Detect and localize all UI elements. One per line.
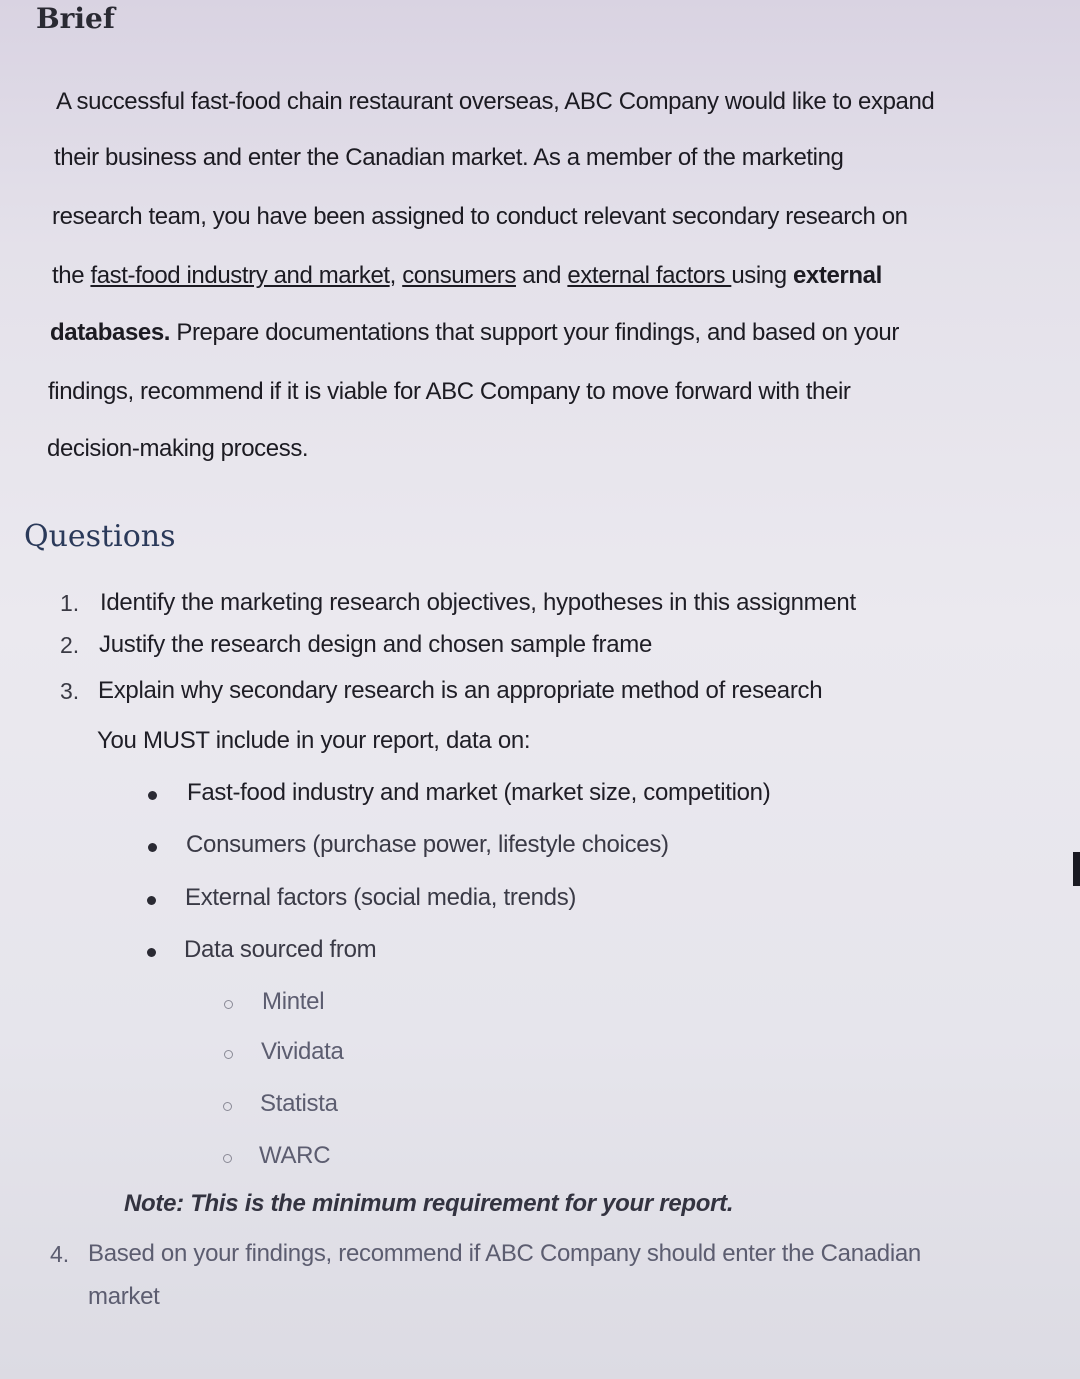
brief-line-2: their business and enter the Canadian market. As a member of the marketing bbox=[54, 144, 844, 171]
brief-line-4-text-b: , bbox=[389, 262, 403, 289]
brief-line-4-text-a: the bbox=[52, 262, 91, 289]
brief-line-7: decision-making process. bbox=[47, 435, 309, 462]
consumers-underline: consumers bbox=[402, 262, 516, 289]
brief-line-5-rest: Prepare documentations that support your findings, and based on your bbox=[170, 319, 899, 346]
bullet-icon bbox=[148, 843, 157, 852]
hollow-bullet-icon bbox=[224, 1050, 233, 1059]
question-3-number: 3. bbox=[60, 678, 80, 704]
bullet-item-external-factors: External factors (social media, trends) bbox=[185, 884, 577, 911]
external-bold: external bbox=[792, 262, 882, 289]
brief-line-4 bbox=[52, 262, 882, 290]
hollow-bullet-icon bbox=[224, 1000, 233, 1009]
question-4-text-line-1: Based on your findings, recommend if ABC Company should enter the Canadian bbox=[88, 1240, 921, 1267]
brief-line-5 bbox=[50, 319, 899, 347]
question-1-number: 1. bbox=[60, 590, 80, 616]
question-2-text: Justify the research design and chosen sample frame bbox=[99, 631, 653, 658]
minimum-requirement-note: Note: This is the minimum requirement for your report. bbox=[124, 1190, 734, 1217]
bullet-item-industry: Fast-food industry and market (market size, competition) bbox=[187, 779, 771, 806]
bullet-icon bbox=[147, 948, 156, 957]
bullet-item-data-sourced: Data sourced from bbox=[184, 936, 377, 963]
question-1-text: Identify the marketing research objectives, hypotheses in this assignment bbox=[100, 589, 856, 616]
hollow-bullet-icon bbox=[223, 1102, 232, 1111]
screen-edge-marker bbox=[1073, 852, 1080, 886]
bullet-item-consumers: Consumers (purchase power, lifestyle choices) bbox=[186, 831, 669, 858]
bullet-icon bbox=[148, 791, 157, 800]
question-2-number: 2. bbox=[60, 632, 80, 658]
brief-line-6: findings, recommend if it is viable for ABC Company to move forward with their bbox=[48, 378, 851, 405]
question-3-text: Explain why secondary research is an appropriate method of research bbox=[98, 677, 823, 704]
brief-line-4-text-c: and bbox=[515, 262, 568, 289]
source-item-vividata: Vividata bbox=[261, 1038, 344, 1065]
brief-line-3: research team, you have been assigned to conduct relevant secondary research on bbox=[52, 203, 908, 230]
source-item-statista: Statista bbox=[260, 1090, 338, 1117]
source-item-mintel: Mintel bbox=[262, 988, 325, 1015]
hollow-bullet-icon bbox=[223, 1154, 232, 1163]
fast-food-industry-underline: fast-food industry and market bbox=[90, 262, 390, 289]
external-factors-underline: external factors bbox=[567, 262, 732, 289]
question-4-text-line-2: market bbox=[88, 1283, 160, 1310]
brief-heading: Brief bbox=[36, 2, 115, 35]
databases-bold: databases. bbox=[50, 319, 171, 346]
source-item-warc: WARC bbox=[259, 1142, 331, 1169]
questions-heading: Questions bbox=[24, 519, 176, 554]
must-include-text: You MUST include in your report, data on: bbox=[97, 727, 531, 754]
brief-line-4-text-d: using bbox=[731, 262, 793, 289]
bullet-icon bbox=[147, 896, 156, 905]
brief-line-1: A successful fast-food chain restaurant overseas, ABC Company would like to expand bbox=[56, 88, 935, 115]
question-4-number: 4. bbox=[50, 1241, 70, 1267]
